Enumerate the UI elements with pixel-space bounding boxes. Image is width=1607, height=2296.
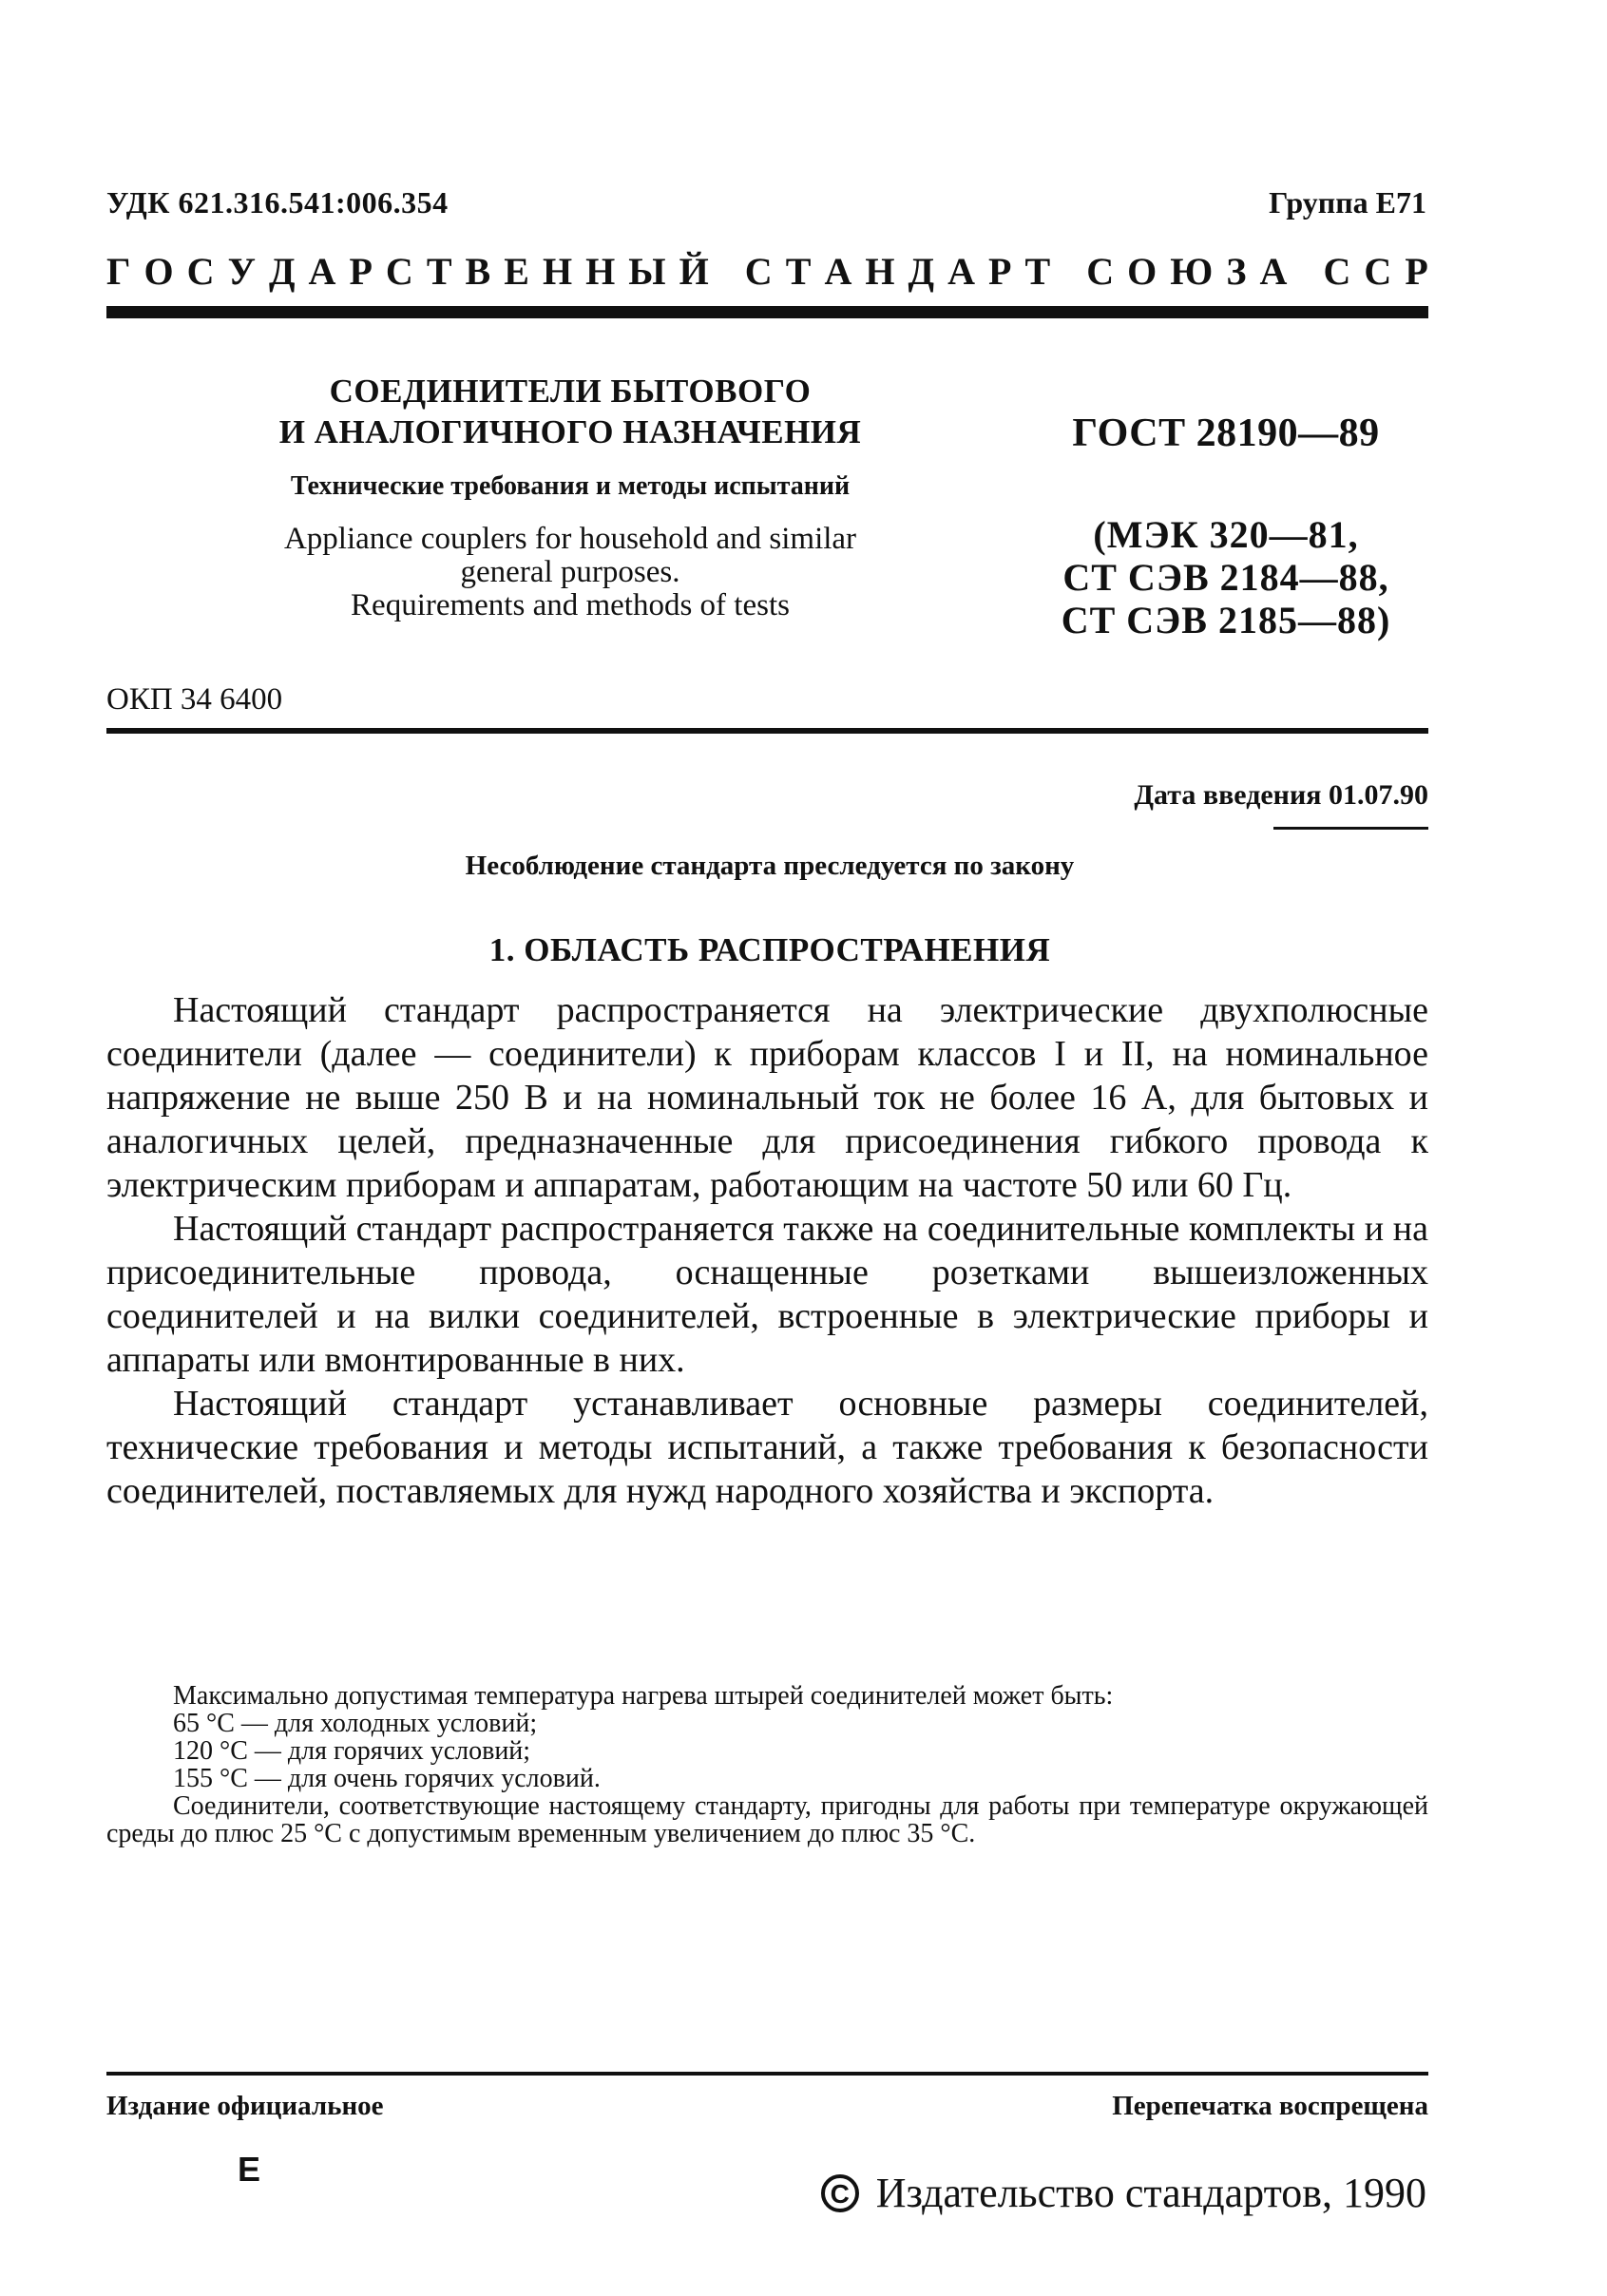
gost-ref-iec: (МЭК 320—81, — [1093, 513, 1359, 556]
legal-notice: Несоблюдение стандарта преследуется по закону — [465, 851, 1075, 881]
official-edition: Издание официальное — [106, 2091, 384, 2121]
scope-paragraph-2: Настоящий стандарт распространяется также на соединительные комплекты и на присоединительные провода, оснащенные розетками вышеизложенных соединителей и на вилки соединителей, встроенные в электрические приборы и аппараты или вмонтированные в них. — [106, 1209, 1428, 1380]
section-body — [106, 988, 1428, 1513]
banner-letter: Е — [504, 250, 529, 293]
banner-letter: Н — [542, 250, 573, 293]
banner-letter: С — [385, 250, 413, 293]
banner-letter: О — [143, 250, 174, 293]
ambient-temperature: Соединители, соответствующие настоящему стандарту, пригодны для работы при температуре окружающей среды до плюс 25 °С с допустимым временным увеличением до плюс 35 °С. — [106, 1791, 1428, 1848]
temperature-hot: 120 °С — для горячих условий; — [173, 1736, 531, 1766]
scope-paragraph-1: Настоящий стандарт распространяется на электрические двухполюсные соединители (далее — соединители) к приборам классов I и II, на номинальное напряжение не выше 250 В и на номинальный ток не более 16 А, для бытовых и аналогичных целей, предназначенные для присоединения гибкого провода к электрическим приборам и аппаратам, работающим на частоте 50 или 60 Гц. — [106, 990, 1428, 1205]
title-block — [190, 371, 950, 622]
banner-letter: О — [1127, 250, 1157, 293]
banner-letter: Д — [268, 250, 296, 293]
banner-letter: Ю — [1170, 250, 1214, 293]
banner-letter: Й — [679, 250, 709, 293]
okp-code: ОКП 34 6400 — [106, 682, 283, 717]
banner-letter: В — [465, 250, 491, 293]
temperature-intro: Максимально допустимая температура нагрева штырей соединителей может быть: — [173, 1681, 1114, 1711]
section-title: 1. ОБЛАСТЬ РАСПРОСТРАНЕНИЯ — [488, 931, 1051, 968]
banner-letter: Ы — [628, 250, 666, 293]
banner-letter: Т — [1024, 250, 1051, 293]
banner-letter: Д — [908, 250, 935, 293]
reprint-prohibited: Перепечатка воспрещена — [1112, 2091, 1428, 2121]
banner-letter: Г — [106, 250, 131, 293]
banner-letter — [1300, 249, 1310, 294]
gost-ref-sev-2185: СТ СЭВ 2185—88) — [1061, 599, 1391, 641]
gost-references — [1026, 513, 1425, 641]
edition-mark: Е — [238, 2150, 261, 2189]
temperature-cold: 65 °С — для холодных условий; — [173, 1709, 538, 1738]
banner-letter: С — [744, 250, 773, 293]
banner-letter: С — [186, 250, 215, 293]
banner-letter: С — [1364, 250, 1392, 293]
banner-letter: З — [1226, 250, 1247, 293]
title-ru-line1: СОЕДИНИТЕЛИ БЫТОВОГО — [329, 373, 812, 410]
header-rule — [106, 306, 1428, 318]
banner-letter — [722, 249, 732, 294]
banner-letter: А — [824, 250, 852, 293]
banner-letter: Р — [349, 250, 373, 293]
group-code: Группа Е71 — [1269, 185, 1426, 220]
section-notes — [106, 1682, 1428, 1847]
title-ru-line2: И АНАЛОГИЧНОГО НАЗНАЧЕНИЯ — [278, 413, 862, 450]
subtitle-ru: Технические требования и методы испытаний — [290, 471, 851, 501]
banner-letter: У — [227, 250, 256, 293]
banner-letter: А — [1259, 250, 1288, 293]
banner-letter: Н — [585, 250, 616, 293]
banner-letter: А — [947, 250, 975, 293]
scope-paragraph-3: Настоящий стандарт устанавливает основные размеры соединителей, технические требования и методы испытаний, а также требования к безопасности соединителей, поставляемых для нужд народного хозяйства и экспорта. — [106, 1384, 1428, 1511]
banner-letter: Т — [426, 250, 452, 293]
title-en — [190, 523, 950, 622]
banner-letter: Т — [785, 250, 812, 293]
date-underline — [1273, 827, 1428, 830]
title-en-line3: Requirements and methods of tests — [351, 588, 790, 622]
publisher-name: Издательство стандартов, 1990 — [875, 2170, 1426, 2216]
gost-number: ГОСТ 28190—89 — [1072, 411, 1380, 455]
publisher-line — [821, 2169, 1426, 2217]
title-en-line1: Appliance couplers for household and similar — [283, 522, 857, 556]
banner-letter: Р — [988, 250, 1012, 293]
gost-block — [1026, 411, 1425, 641]
title-en-line2: general purposes. — [460, 555, 680, 589]
banner-letter: А — [308, 250, 336, 293]
banner-letter: С — [1323, 250, 1351, 293]
temperature-very-hot: 155 °С — для очень горячих условий. — [173, 1764, 601, 1793]
banner-letter: Р — [1405, 250, 1428, 293]
banner-letter: Н — [865, 250, 895, 293]
gost-ref-sev-2184: СТ СЭВ 2184—88, — [1062, 556, 1389, 599]
udk-code: УДК 621.316.541:006.354 — [106, 185, 449, 220]
banner-letter — [1063, 249, 1073, 294]
title-rule — [106, 728, 1428, 734]
introduction-date: Дата введения 01.07.90 — [1134, 779, 1428, 811]
banner-letter: С — [1086, 250, 1115, 293]
state-standard-banner — [106, 249, 1428, 294]
footer-rule — [106, 2072, 1428, 2076]
copyright-icon: C — [821, 2174, 859, 2212]
